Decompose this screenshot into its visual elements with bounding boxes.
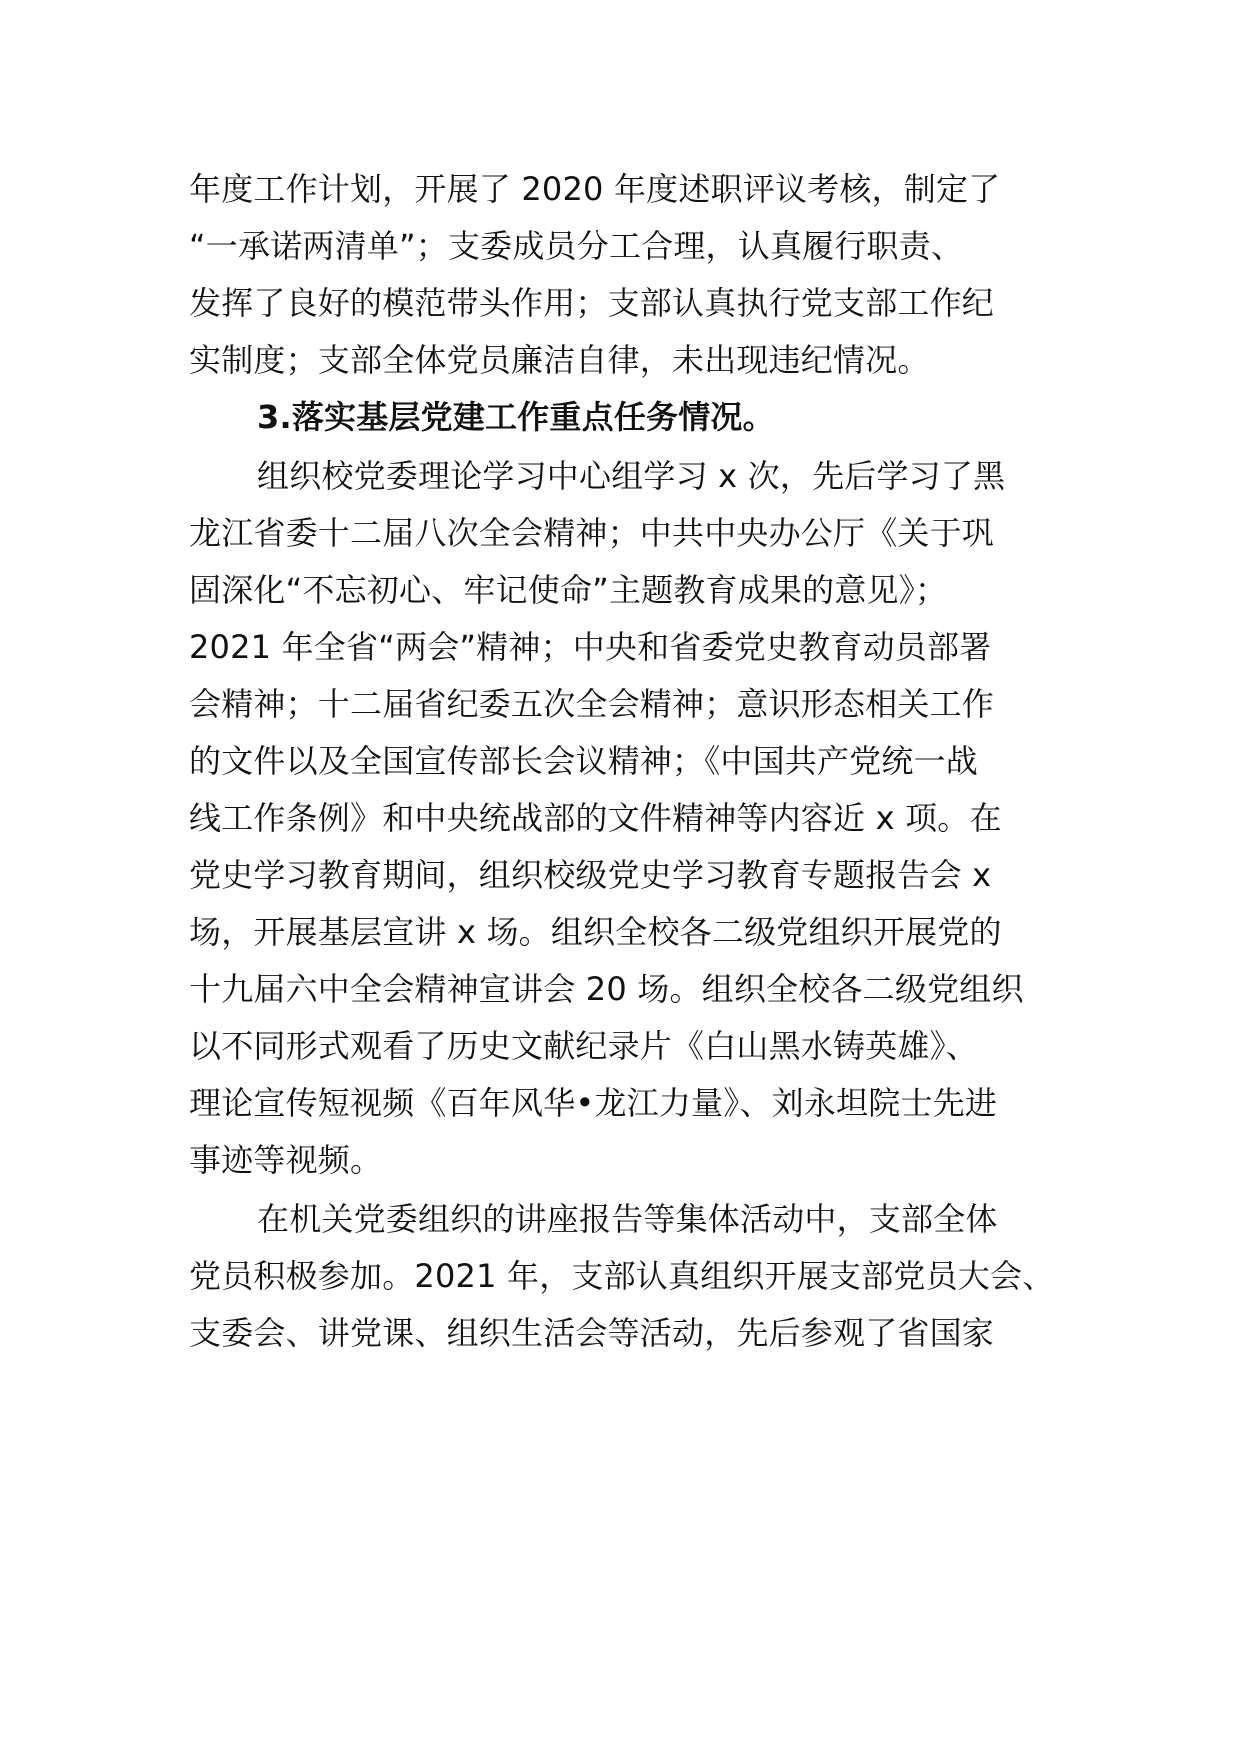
body-text-line: 会精神；十二届省纪委五次全会精神；意识形态相关工作 bbox=[189, 685, 995, 723]
body-text-line: 发挥了良好的模范带头作用；支部认真执行党支部工作纪 bbox=[189, 284, 995, 322]
body-text-line: 支委会、讲党课、组织生活会等活动，先后参观了省国家 bbox=[189, 1314, 995, 1352]
body-text-line: 事迹等视频。 bbox=[189, 1141, 383, 1179]
body-text-line: 组织校党委理论学习中心组学习 x 次，先后学习了黑 bbox=[257, 457, 1006, 495]
body-text-line: 线工作条例》和中央统战部的文件精神等内容近 x 项。在 bbox=[189, 799, 1002, 837]
body-text-line: 十九届六中全会精神宣讲会 20 场。组织全校各二级党组织 bbox=[189, 970, 1024, 1008]
body-text-line: “一承诺两清单”；支委成员分工合理，认真履行职责、 bbox=[189, 227, 964, 265]
body-text-line: 在机关党委组织的讲座报告等集体活动中，支部全体 bbox=[257, 1200, 998, 1238]
body-text-line: 2021 年全省“两会”精神；中央和省委党史教育动员部署 bbox=[189, 628, 992, 666]
body-text-line: 党史学习教育期间，组织校级党史学习教育专题报告会 x bbox=[189, 856, 992, 894]
body-text-line: 实制度；支部全体党员廉洁自律，未出现违纪情况。 bbox=[189, 341, 930, 379]
body-text-line: 年度工作计划，开展了 2020 年度述职评议考核，制定了 bbox=[189, 170, 1001, 208]
body-text-line: 场，开展基层宣讲 x 场。组织全校各二级党组织开展党的 bbox=[189, 913, 1002, 951]
body-text-line: 固深化“不忘初心、牢记使命”主题教育成果的意见》； bbox=[189, 571, 948, 609]
section-heading: 3.落实基层党建工作重点任务情况。 bbox=[257, 398, 775, 436]
body-text-line: 以不同形式观看了历史文献纪录片《白山黑水铸英雄》、 bbox=[189, 1027, 979, 1065]
body-text-line: 党员积极参加。2021 年，支部认真组织开展支部党员大会、 bbox=[189, 1257, 1055, 1295]
body-text-line: 龙江省委十二届八次全会精神；中共中央办公厅《关于巩 bbox=[189, 514, 995, 552]
body-text-line: 理论宣传短视频《百年风华•龙江力量》、刘永坦院士先进 bbox=[189, 1084, 998, 1122]
body-text-line: 的文件以及全国宣传部长会议精神；《中国共产党统一战 bbox=[189, 742, 979, 780]
